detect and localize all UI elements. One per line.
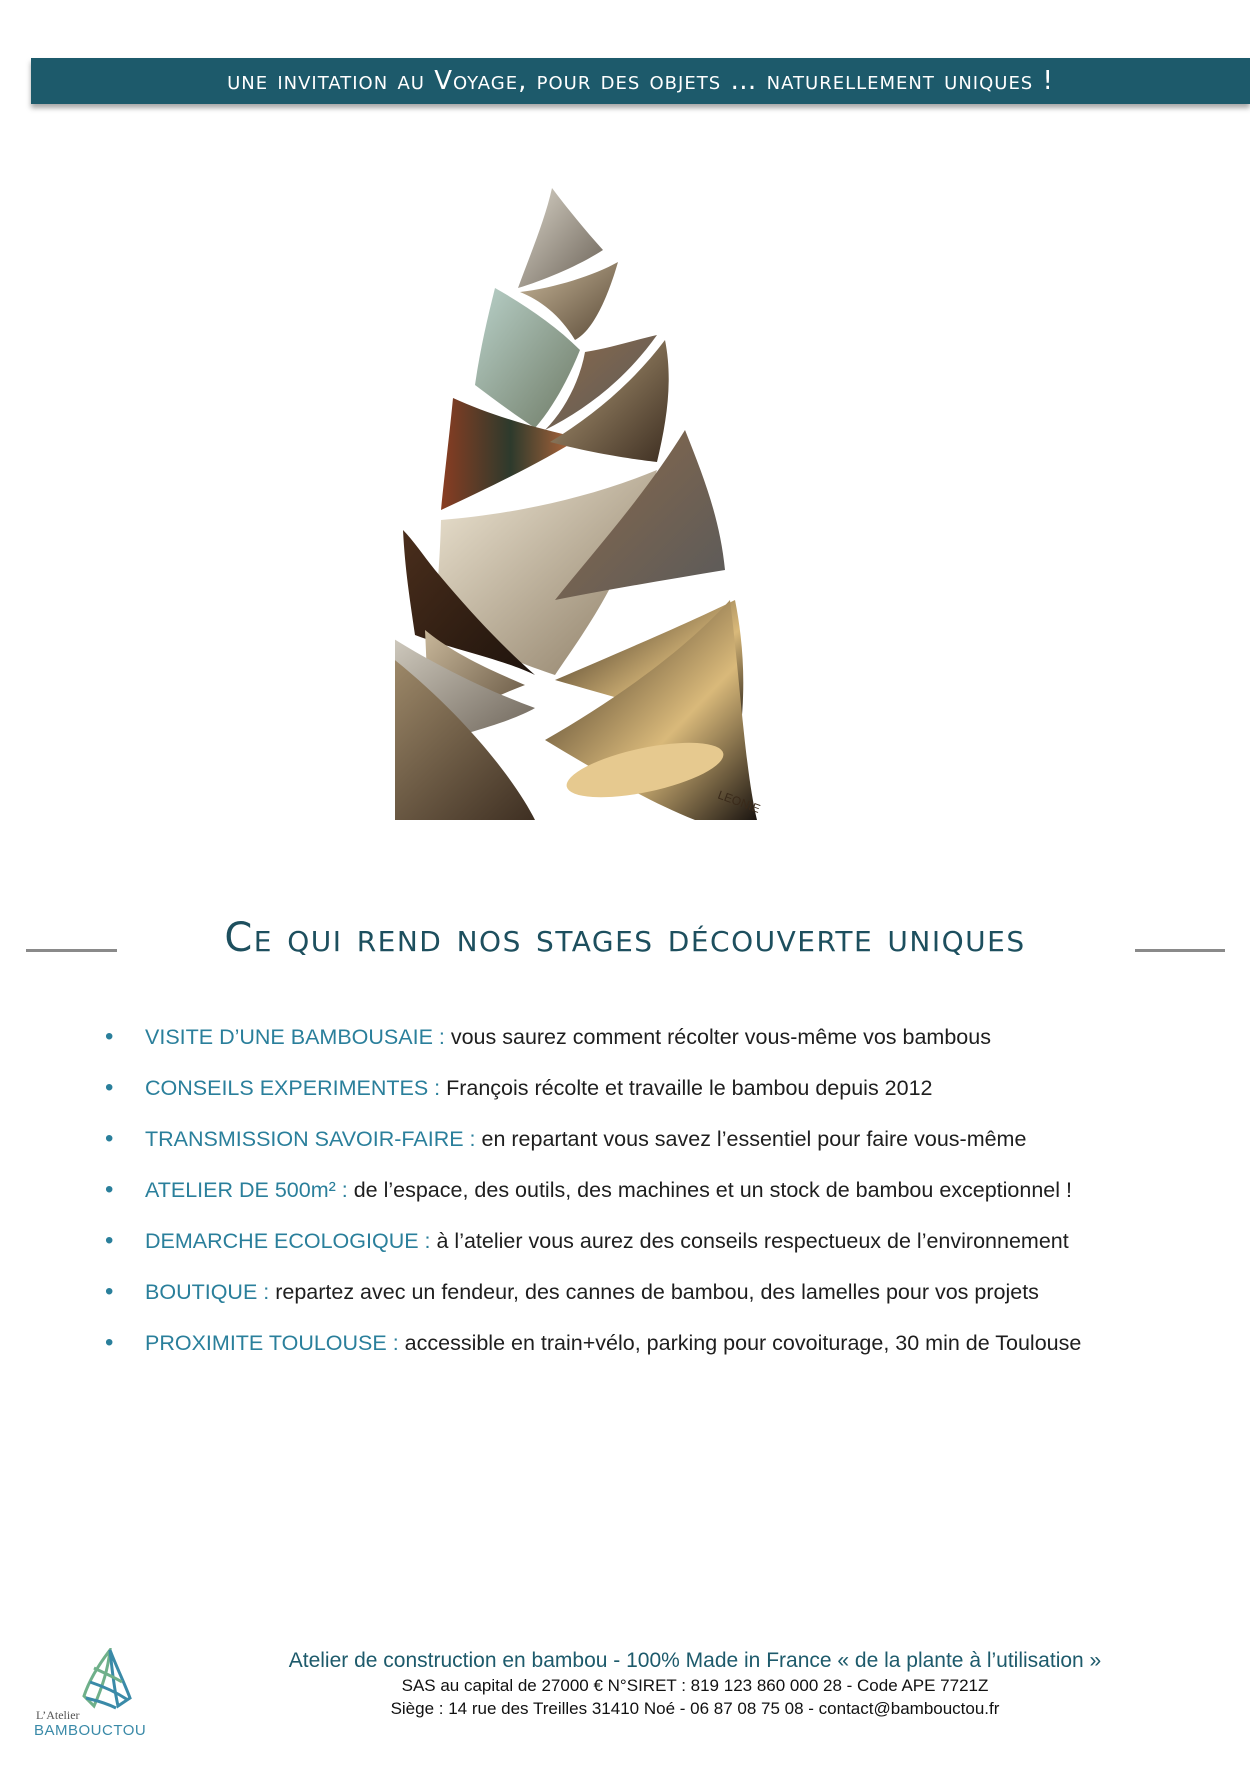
title-rule-right [1135, 949, 1225, 952]
footer-legal: SAS au capital de 27000 € N°SIRET : 819 123 860 000 28 - Code APE 7721Z [401, 1676, 989, 1695]
bullet-icon: • [105, 1023, 114, 1050]
list-item [105, 1224, 1225, 1275]
bullet-icon: • [105, 1074, 114, 1101]
feature-label: BOUTIQUE : [145, 1280, 270, 1304]
company-logo [32, 1648, 154, 1740]
footer-tagline: Atelier de construction en bambou - 100% Made in France « de la plante à l’utilisation » [288, 1649, 1102, 1672]
feature-description: François récolte et travaille le bambou depuis 2012 [440, 1076, 933, 1100]
spoon-inscription: LEONIE [715, 787, 763, 816]
feature-label: TRANSMISSION SAVOIR-FAIRE : [145, 1127, 476, 1151]
bullet-icon: • [105, 1278, 114, 1305]
bullet-icon: • [105, 1329, 114, 1356]
section-heading: Ce qui rend nos stages découverte uniques [224, 915, 1026, 961]
logo-line1: L’Atelier [36, 1708, 80, 1722]
feature-description: à l’atelier vous aurez des conseils respectueux de l’environnement [430, 1229, 1069, 1253]
feature-description: de l’espace, des outils, des machines et un stock de bambou exceptionnel ! [347, 1178, 1072, 1202]
section-title [0, 915, 1250, 975]
feature-label: VISITE D’UNE BAMBOUSAIE : [145, 1025, 445, 1049]
feature-description: accessible en train+vélo, parking pour covoiturage, 30 min de Toulouse [398, 1331, 1082, 1355]
bullet-icon: • [105, 1227, 114, 1254]
bullet-icon: • [105, 1125, 114, 1152]
footer-contact: Siège : 14 rue des Treilles 31410 Noé - 06 87 08 75 08 - contact@bambouctou.fr [390, 1699, 1000, 1718]
list-item [105, 1122, 1225, 1173]
bamboo-shoot-photo-collage [395, 180, 855, 845]
feature-label: DEMARCHE ECOLOGIQUE : [145, 1229, 431, 1253]
logo-line2: BAMBOUCTOU [34, 1722, 147, 1739]
features-list [105, 1020, 1225, 1377]
bamboo-shoot-logo-icon [32, 1648, 154, 1710]
feature-description: repartez avec un fendeur, des cannes de bambou, des lamelles pour vos projets [269, 1280, 1039, 1304]
list-item [105, 1173, 1225, 1224]
list-item [105, 1020, 1225, 1071]
banner-tagline: une invitation au Voyage, pour des objets … naturellement uniques ! [227, 66, 1054, 96]
photo-segment-top [518, 188, 603, 288]
bullet-icon: • [105, 1176, 114, 1203]
feature-description: vous saurez comment récolter vous-même vos bambous [444, 1025, 991, 1049]
list-item [105, 1275, 1225, 1326]
feature-description: en repartant vous savez l’essentiel pour faire vous-même [475, 1127, 1027, 1151]
header-banner [31, 58, 1250, 104]
feature-label: CONSEILS EXPERIMENTES : [145, 1076, 441, 1100]
feature-label: ATELIER DE 500m² : [145, 1178, 348, 1202]
list-item [105, 1326, 1225, 1377]
feature-label: PROXIMITE TOULOUSE : [145, 1331, 399, 1355]
list-item [105, 1071, 1225, 1122]
